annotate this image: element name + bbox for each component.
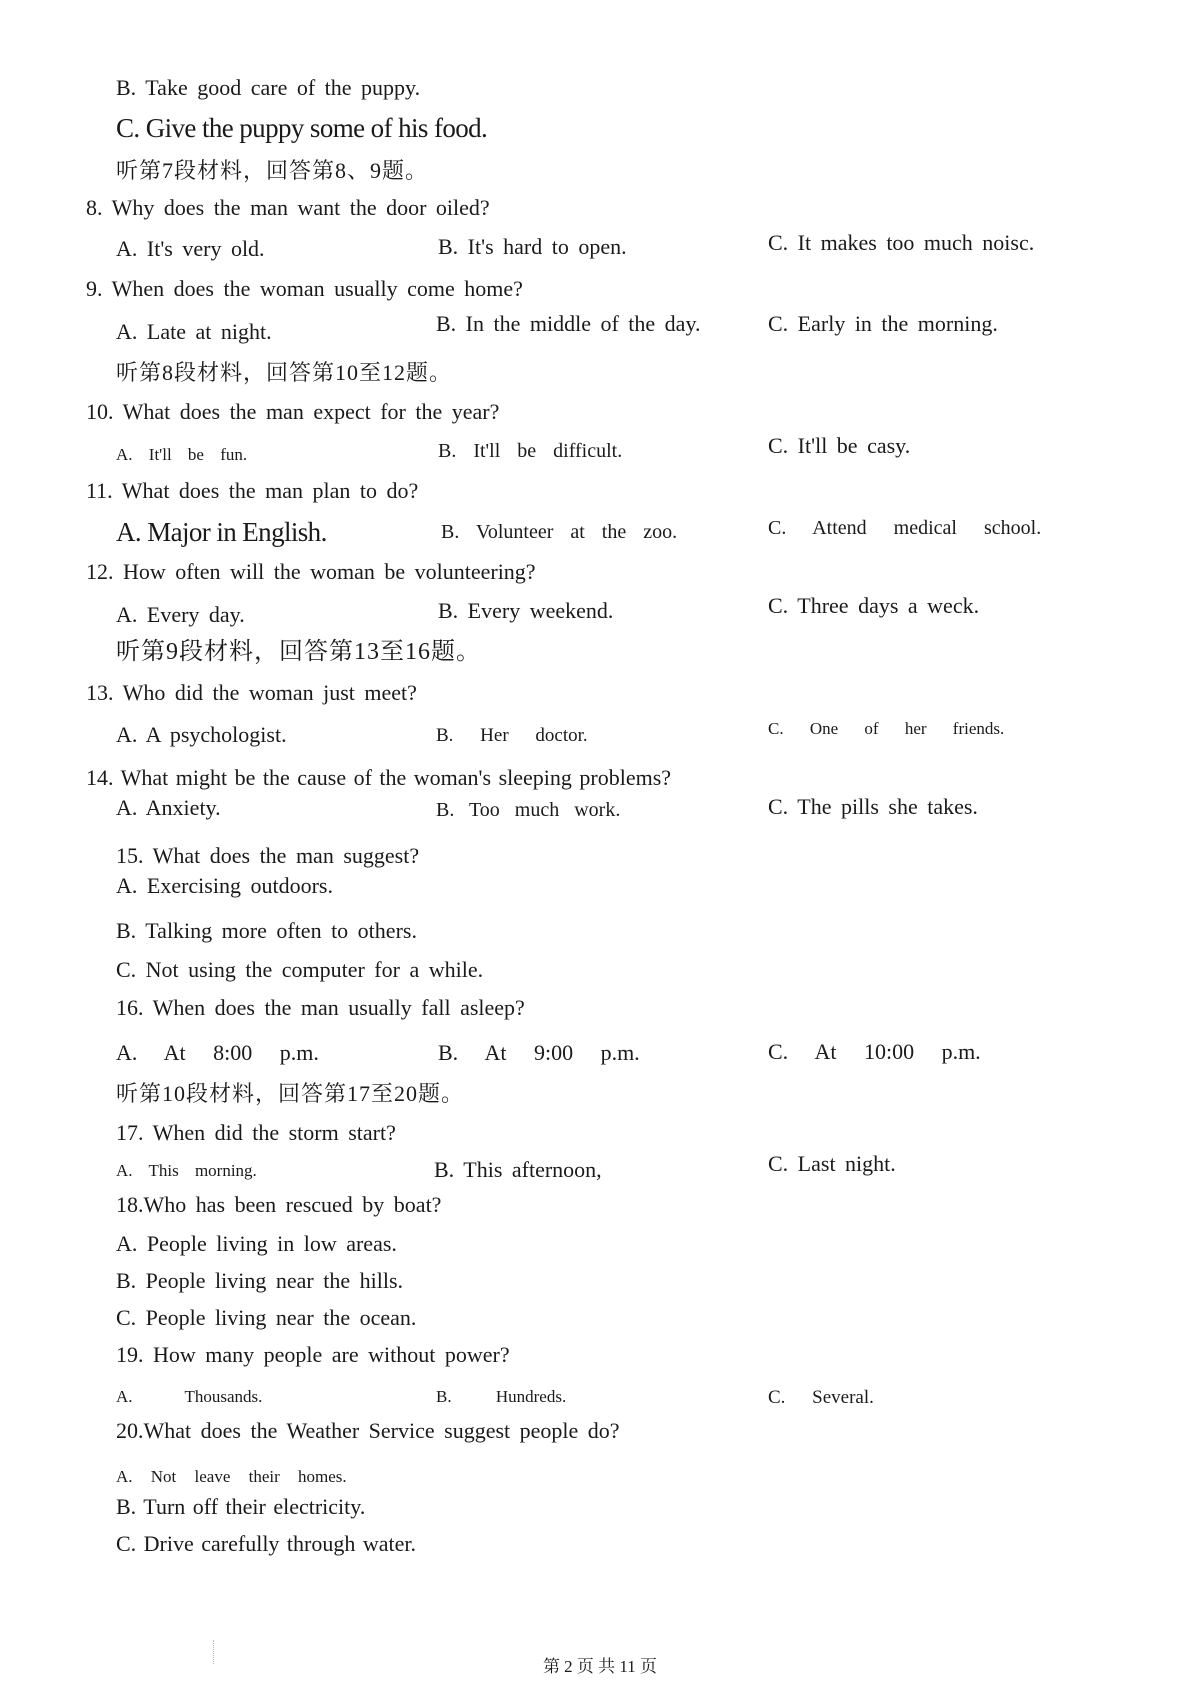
option-13a: A. A psychologist. [116,722,287,747]
option-7b: B. Take good care of the puppy. [116,75,421,100]
option-15a: A. Exercising outdoors. [116,873,333,898]
option-8b: B. It's hard to open. [438,234,627,259]
option-14a: A. Anxiety. [116,795,221,820]
option-17a: A. This morning. [116,1161,257,1180]
option-13c: C. One of her friends. [768,719,1005,738]
option-9b: B. In the middle of the day. [436,311,701,336]
option-20c: C. Drive carefully through water. [116,1531,417,1556]
option-12c: C. Three days a weck. [768,593,980,618]
option-17c: C. Last night. [768,1151,896,1176]
option-11c: C. Attend medical school. [768,517,1042,539]
option-17b: B. This afternoon, [434,1157,602,1182]
option-20a: A. Not leave their homes. [116,1467,347,1486]
option-20b: B. Turn off their electricity. [116,1494,366,1519]
option-10c: C. It'll be casy. [768,433,911,458]
option-15c: C. Not using the computer for a while. [116,957,484,982]
option-14c: C. The pills she takes. [768,794,978,819]
question-13: 13. Who did the woman just meet? [86,680,417,705]
option-14b: B. Too much work. [436,799,621,821]
question-17: 17. When did the storm start? [116,1120,396,1145]
question-12: 12. How often will the woman be volunteering? [86,559,536,584]
option-8a: A. It's very old. [116,236,265,261]
question-18: 18.Who has been rescued by boat? [116,1192,442,1217]
question-16: 16. When does the man usually fall asleep? [116,995,525,1020]
option-8c: C. It makes too much noisc. [768,230,1035,255]
question-19: 19. How many people are without power? [116,1342,510,1367]
section-instruction-7: 听第7段材料，回答第8、9题。 [116,158,429,183]
question-8: 8. Why does the man want the door oiled? [86,195,490,220]
question-10: 10. What does the man expect for the year? [86,399,500,424]
option-9a: A. Late at night. [116,319,272,344]
option-16b: B. At 9:00 p.m. [438,1040,640,1065]
option-9c: C. Early in the morning. [768,311,998,336]
question-14: 14. What might be the cause of the woman's sleeping problems? [86,765,672,790]
question-9: 9. When does the woman usually come home? [86,276,523,301]
option-18b: B. People living near the hills. [116,1268,404,1293]
question-15: 15. What does the man suggest? [116,843,420,868]
option-10b: B. It'll be difficult. [438,440,623,462]
option-19c: C. Several. [768,1387,874,1408]
option-18c: C. People living near the ocean. [116,1305,417,1330]
option-19b: B. Hundreds. [436,1387,567,1406]
section-instruction-10: 听第10段材料，回答第17至20题。 [116,1081,465,1106]
option-11b: B. Volunteer at the zoo. [441,521,678,543]
option-19a: A. Thousands. [116,1387,263,1406]
question-20: 20.What does the Weather Service suggest people do? [116,1418,620,1443]
option-12a: A. Every day. [116,602,245,627]
section-instruction-8: 听第8段材料，回答第10至12题。 [116,360,453,385]
option-18a: A. People living in low areas. [116,1231,397,1256]
option-13b: B. Her doctor. [436,725,588,746]
section-instruction-9: 听第9段材料，回答第13至16题。 [116,639,481,665]
option-7c: C. Give the puppy some of his food. [116,113,488,143]
option-10a: A. It'll be fun. [116,445,248,464]
option-11a: A. Major in English. [116,517,327,547]
option-16c: C. At 10:00 p.m. [768,1039,981,1064]
option-12b: B. Every weekend. [438,598,614,623]
option-16a: A. At 8:00 p.m. [116,1040,319,1065]
option-15b: B. Talking more often to others. [116,918,417,943]
question-11: 11. What does the man plan to do? [86,478,419,503]
page-footer: 第 2 页 共 11 页 [542,1657,658,1676]
